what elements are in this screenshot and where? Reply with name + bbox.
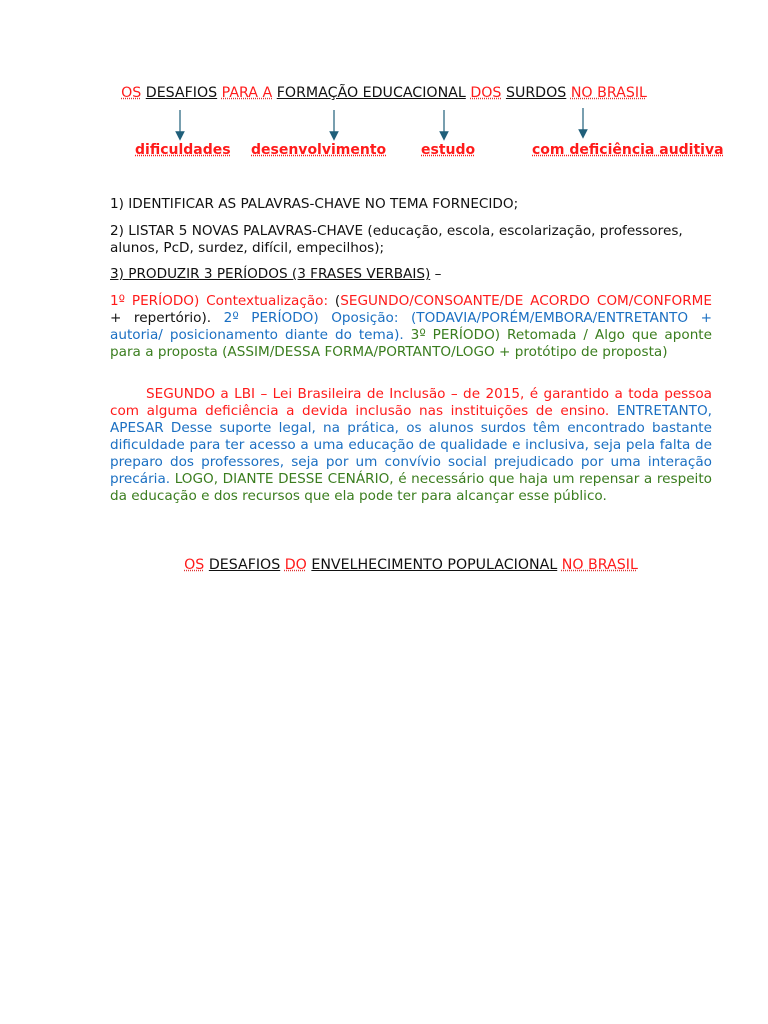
title-word: OS xyxy=(121,85,142,101)
keyword-arrows xyxy=(0,108,768,142)
step-3-dash: – xyxy=(430,266,442,282)
title-word: PARA A xyxy=(221,85,273,101)
title-word: DOS xyxy=(470,85,502,101)
period-1-connectives: SEGUNDO/CONSOANTE/DE ACORDO COM/CONFORME xyxy=(340,293,712,309)
keyword: estudo xyxy=(421,142,476,158)
example-period-2: ENTRETANTO, APESAR Desse suporte legal, na prática, os alunos surdos têm encontrado bastante dificuldade para ter acesso a uma educação de qualidade e inclusiva, seja pela falta de preparo dos professores, seja por um convívio social prejudicado por uma interação precária. xyxy=(110,403,712,487)
step-3 xyxy=(110,266,712,283)
title-word: OS xyxy=(184,557,205,573)
step-1: 1) IDENTIFICAR AS PALAVRAS-CHAVE NO TEMA FORNECIDO; xyxy=(110,196,519,212)
theme-title xyxy=(0,85,768,101)
period-1-open: ( xyxy=(328,293,341,309)
periods-description xyxy=(110,293,712,361)
example-period-3: LOGO, DIANTE DESSE CENÁRIO, é necessário que haja um repensar a respeito da educação e dos recursos que ela pode ter para alcançar esse público. xyxy=(110,471,712,504)
period-1-rest: + repertório). xyxy=(110,310,212,326)
period-3: 3º PERÍODO) Retomada / Algo que aponte para a proposta (ASSIM/DESSA FORMA/PORTANTO/LOGO + protótipo de proposta) xyxy=(110,327,713,360)
example-paragraph xyxy=(110,386,712,505)
period-1-label: 1º PERÍODO) Contextualização: xyxy=(110,293,329,309)
title-word: NO BRASIL xyxy=(561,557,638,573)
title-word: DESAFIOS xyxy=(145,85,218,101)
keyword: desenvolvimento xyxy=(251,142,387,158)
period-2: 2º PERÍODO) Oposição: (TODAVIA/PORÉM/EMBORA/ENTRETANTO + autoria/ posicionamento diante do tema). xyxy=(110,310,712,343)
title-word: DESAFIOS xyxy=(208,557,281,573)
step-3-label: 3) PRODUZIR 3 PERÍODOS (3 FRASES VERBAIS) xyxy=(110,266,431,282)
title-word: ENVELHECIMENTO POPULACIONAL xyxy=(311,557,558,573)
step-2: 2) LISTAR 5 NOVAS PALAVRAS-CHAVE (educação, escola, escolarização, professores, alunos, PcD, surdez, difícil, empecilhos); xyxy=(110,223,683,256)
keyword: dificuldades xyxy=(135,142,231,158)
keyword: com deficiência auditiva xyxy=(532,142,724,158)
title-word: DO xyxy=(284,557,307,573)
title-word: SURDOS xyxy=(505,85,567,101)
example-period-1: SEGUNDO a LBI – Lei Brasileira de Inclusão – de 2015, é garantido a toda pessoa com alguma deficiência a devida inclusão nas instituições de ensino. xyxy=(110,386,712,419)
title-word: NO BRASIL xyxy=(570,85,647,101)
title-word: FORMAÇÃO EDUCACIONAL xyxy=(276,85,466,101)
theme-title-2 xyxy=(27,557,768,573)
